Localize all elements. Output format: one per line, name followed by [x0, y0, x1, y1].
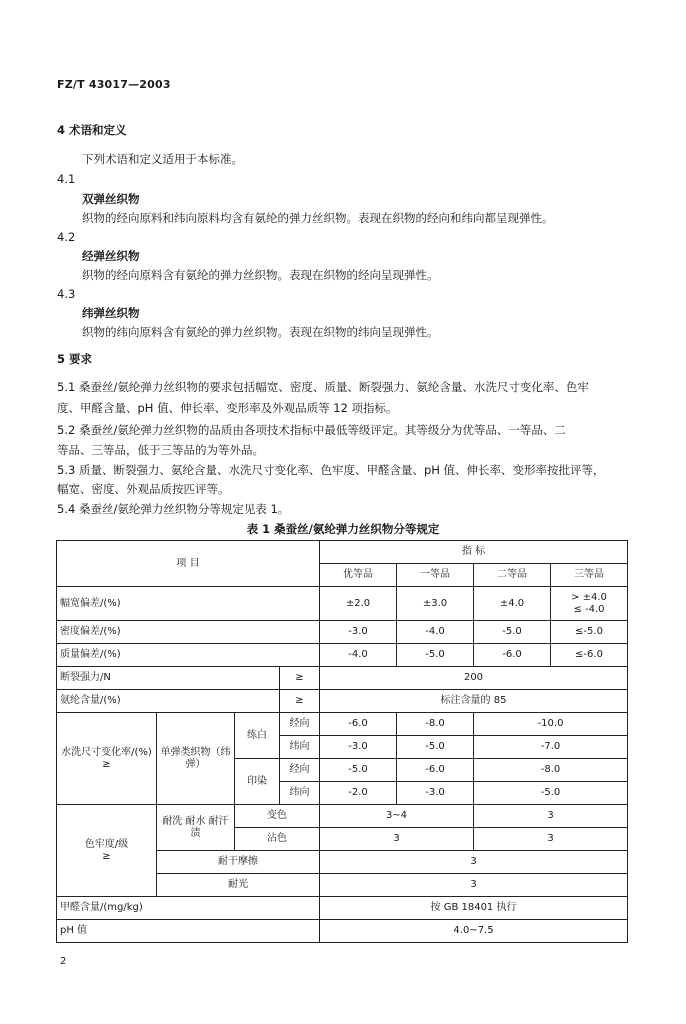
- table-cell: ±4.0: [474, 587, 551, 621]
- table-cell: -4.0: [397, 621, 474, 644]
- sub-label: 变色: [235, 805, 320, 828]
- row-symbol: ≥: [280, 667, 320, 690]
- cell-line: > ±4.0: [571, 591, 607, 603]
- term-name: 经弹丝织物: [82, 249, 140, 263]
- section-4-intro: 下列术语和定义适用于本标准。: [82, 152, 243, 166]
- table-cell: -5.0: [474, 782, 628, 805]
- row-label: [57, 805, 157, 897]
- header-index: 指 标: [320, 541, 628, 564]
- table-header-row: [57, 541, 628, 564]
- table-cell: -8.0: [397, 713, 474, 736]
- table-cell: 3~4: [320, 805, 474, 828]
- direction-label: 纬向: [280, 782, 320, 805]
- grading-table: [56, 540, 628, 943]
- term-definition: 织物的纬向原料含有氨纶的弹力丝织物。表现在织物的纬向呈现弹性。: [82, 325, 439, 339]
- row-label: 质量偏差/(%): [57, 644, 320, 667]
- table-cell: 200: [320, 667, 628, 690]
- table-cell: 按 GB 18401 执行: [320, 897, 628, 920]
- clause-5-3-line: 幅宽、密度、外观品质按匹评等。: [57, 482, 230, 496]
- table-cell: -2.0: [320, 782, 397, 805]
- direction-label: 纬向: [280, 736, 320, 759]
- row-symbol: ≥: [102, 850, 111, 862]
- table-cell: 3: [320, 874, 628, 897]
- standard-code: FZ/T 43017—2003: [57, 78, 171, 91]
- table-row: [57, 805, 628, 828]
- section-4-heading: 4 术语和定义: [57, 123, 127, 137]
- grade-header: 二等品: [474, 564, 551, 587]
- table-row: [57, 897, 628, 920]
- table-cell: 3: [320, 828, 474, 851]
- grade-header: 一等品: [397, 564, 474, 587]
- table-row: [57, 713, 628, 736]
- term-number: 4.2: [57, 230, 76, 244]
- label-text: 水洗尺寸变化率/(%): [61, 746, 152, 758]
- table-row: [57, 644, 628, 667]
- group-label: 印染: [235, 759, 280, 805]
- clause-5-1-line: 5.1 桑蚕丝/氨纶弹力丝织物的要求包括幅宽、密度、质量、断裂强力、氨纶含量、水洗尺寸变化率、色牢: [57, 380, 589, 394]
- test-label: 耐干摩擦: [157, 851, 320, 874]
- term-name: 纬弹丝织物: [82, 306, 140, 320]
- clause-5-2-line: 等品、三等品，低于三等品的为等外品。: [57, 443, 264, 457]
- row-symbol: ≥: [280, 690, 320, 713]
- clause-5-3-line: 5.3 质量、断裂强力、氨纶含量、水洗尺寸变化率、色牢度、甲醛含量、pH 值、伸长率、变形率按批评等，: [57, 463, 605, 477]
- section-5-heading: 5 要求: [57, 352, 93, 366]
- table-cell: ≤-6.0: [551, 644, 628, 667]
- table-cell: -4.0: [320, 644, 397, 667]
- table-cell: -5.0: [320, 759, 397, 782]
- direction-label: 经向: [280, 713, 320, 736]
- row-symbol: ≥: [102, 758, 111, 770]
- table-cell: -6.0: [397, 759, 474, 782]
- table-row: [57, 690, 628, 713]
- sub-label: 沾色: [235, 828, 320, 851]
- grade-header: 优等品: [320, 564, 397, 587]
- table-row: [57, 587, 628, 621]
- table-cell: ±3.0: [397, 587, 474, 621]
- header-item: 项 目: [57, 541, 320, 587]
- table-cell: -10.0: [474, 713, 628, 736]
- term-number: 4.3: [57, 287, 76, 301]
- table-cell: [551, 587, 628, 621]
- label-text: 色牢度/级: [84, 838, 129, 850]
- table-cell: -6.0: [474, 644, 551, 667]
- direction-label: 经向: [280, 759, 320, 782]
- row-label: 断裂强力/N: [57, 667, 280, 690]
- grade-header: 三等品: [551, 564, 628, 587]
- cell-line: ≤ -4.0: [573, 603, 605, 615]
- test-label: 耐光: [157, 874, 320, 897]
- test-label: 耐洗 耐水 耐汗渍: [157, 805, 235, 851]
- clause-5-2-line: 5.2 桑蚕丝/氨纶弹力丝织物的品质由各项技术指标中最低等级评定。其等级分为优等品、一等品、二: [57, 423, 566, 437]
- table-row: [57, 920, 628, 943]
- table-cell: ±2.0: [320, 587, 397, 621]
- page-number: 2: [60, 956, 67, 967]
- table-cell: -7.0: [474, 736, 628, 759]
- table-cell: -5.0: [397, 644, 474, 667]
- table-cell: -5.0: [474, 621, 551, 644]
- table-cell: 3: [474, 805, 628, 828]
- term-definition: 织物的经向原料含有氨纶的弹力丝织物。表现在织物的经向呈现弹性。: [82, 268, 439, 282]
- table-caption: 表 1 桑蚕丝/氨纶弹力丝织物分等规定: [246, 522, 440, 536]
- table-cell: -3.0: [397, 782, 474, 805]
- table-cell: -3.0: [320, 621, 397, 644]
- table-cell: 3: [320, 851, 628, 874]
- table-cell: 标注含量的 85: [320, 690, 628, 713]
- table-cell: 4.0~7.5: [320, 920, 628, 943]
- table-cell: -6.0: [320, 713, 397, 736]
- term-definition: 织物的经向原料和纬向原料均含有氨纶的弹力丝织物。表现在织物的经向和纬向都呈现弹性。: [82, 211, 554, 225]
- row-label: 幅宽偏差/(%): [57, 587, 320, 621]
- row-label: 密度偏差/(%): [57, 621, 320, 644]
- table-cell: -8.0: [474, 759, 628, 782]
- row-label: pH 值: [57, 920, 320, 943]
- table-row: [57, 667, 628, 690]
- row-label: [57, 713, 157, 805]
- term-name: 双弹丝织物: [82, 192, 140, 206]
- table-cell: ≤-5.0: [551, 621, 628, 644]
- table-cell: -3.0: [320, 736, 397, 759]
- row-label: 氨纶含量/(%): [57, 690, 280, 713]
- fabric-type: 单弹类织物（纬弹）: [157, 713, 235, 805]
- table-cell: -5.0: [397, 736, 474, 759]
- term-number: 4.1: [57, 172, 76, 186]
- group-label: 练白: [235, 713, 280, 759]
- table-row: [57, 621, 628, 644]
- row-label: 甲醛含量/(mg/kg): [57, 897, 320, 920]
- table-cell: 3: [474, 828, 628, 851]
- clause-5-1-line: 度、甲醛含量、pH 值、伸长率、变形率及外观品质等 12 项指标。: [57, 401, 398, 415]
- clause-5-4: 5.4 桑蚕丝/氨纶弹力丝织物分等规定见表 1。: [57, 502, 290, 516]
